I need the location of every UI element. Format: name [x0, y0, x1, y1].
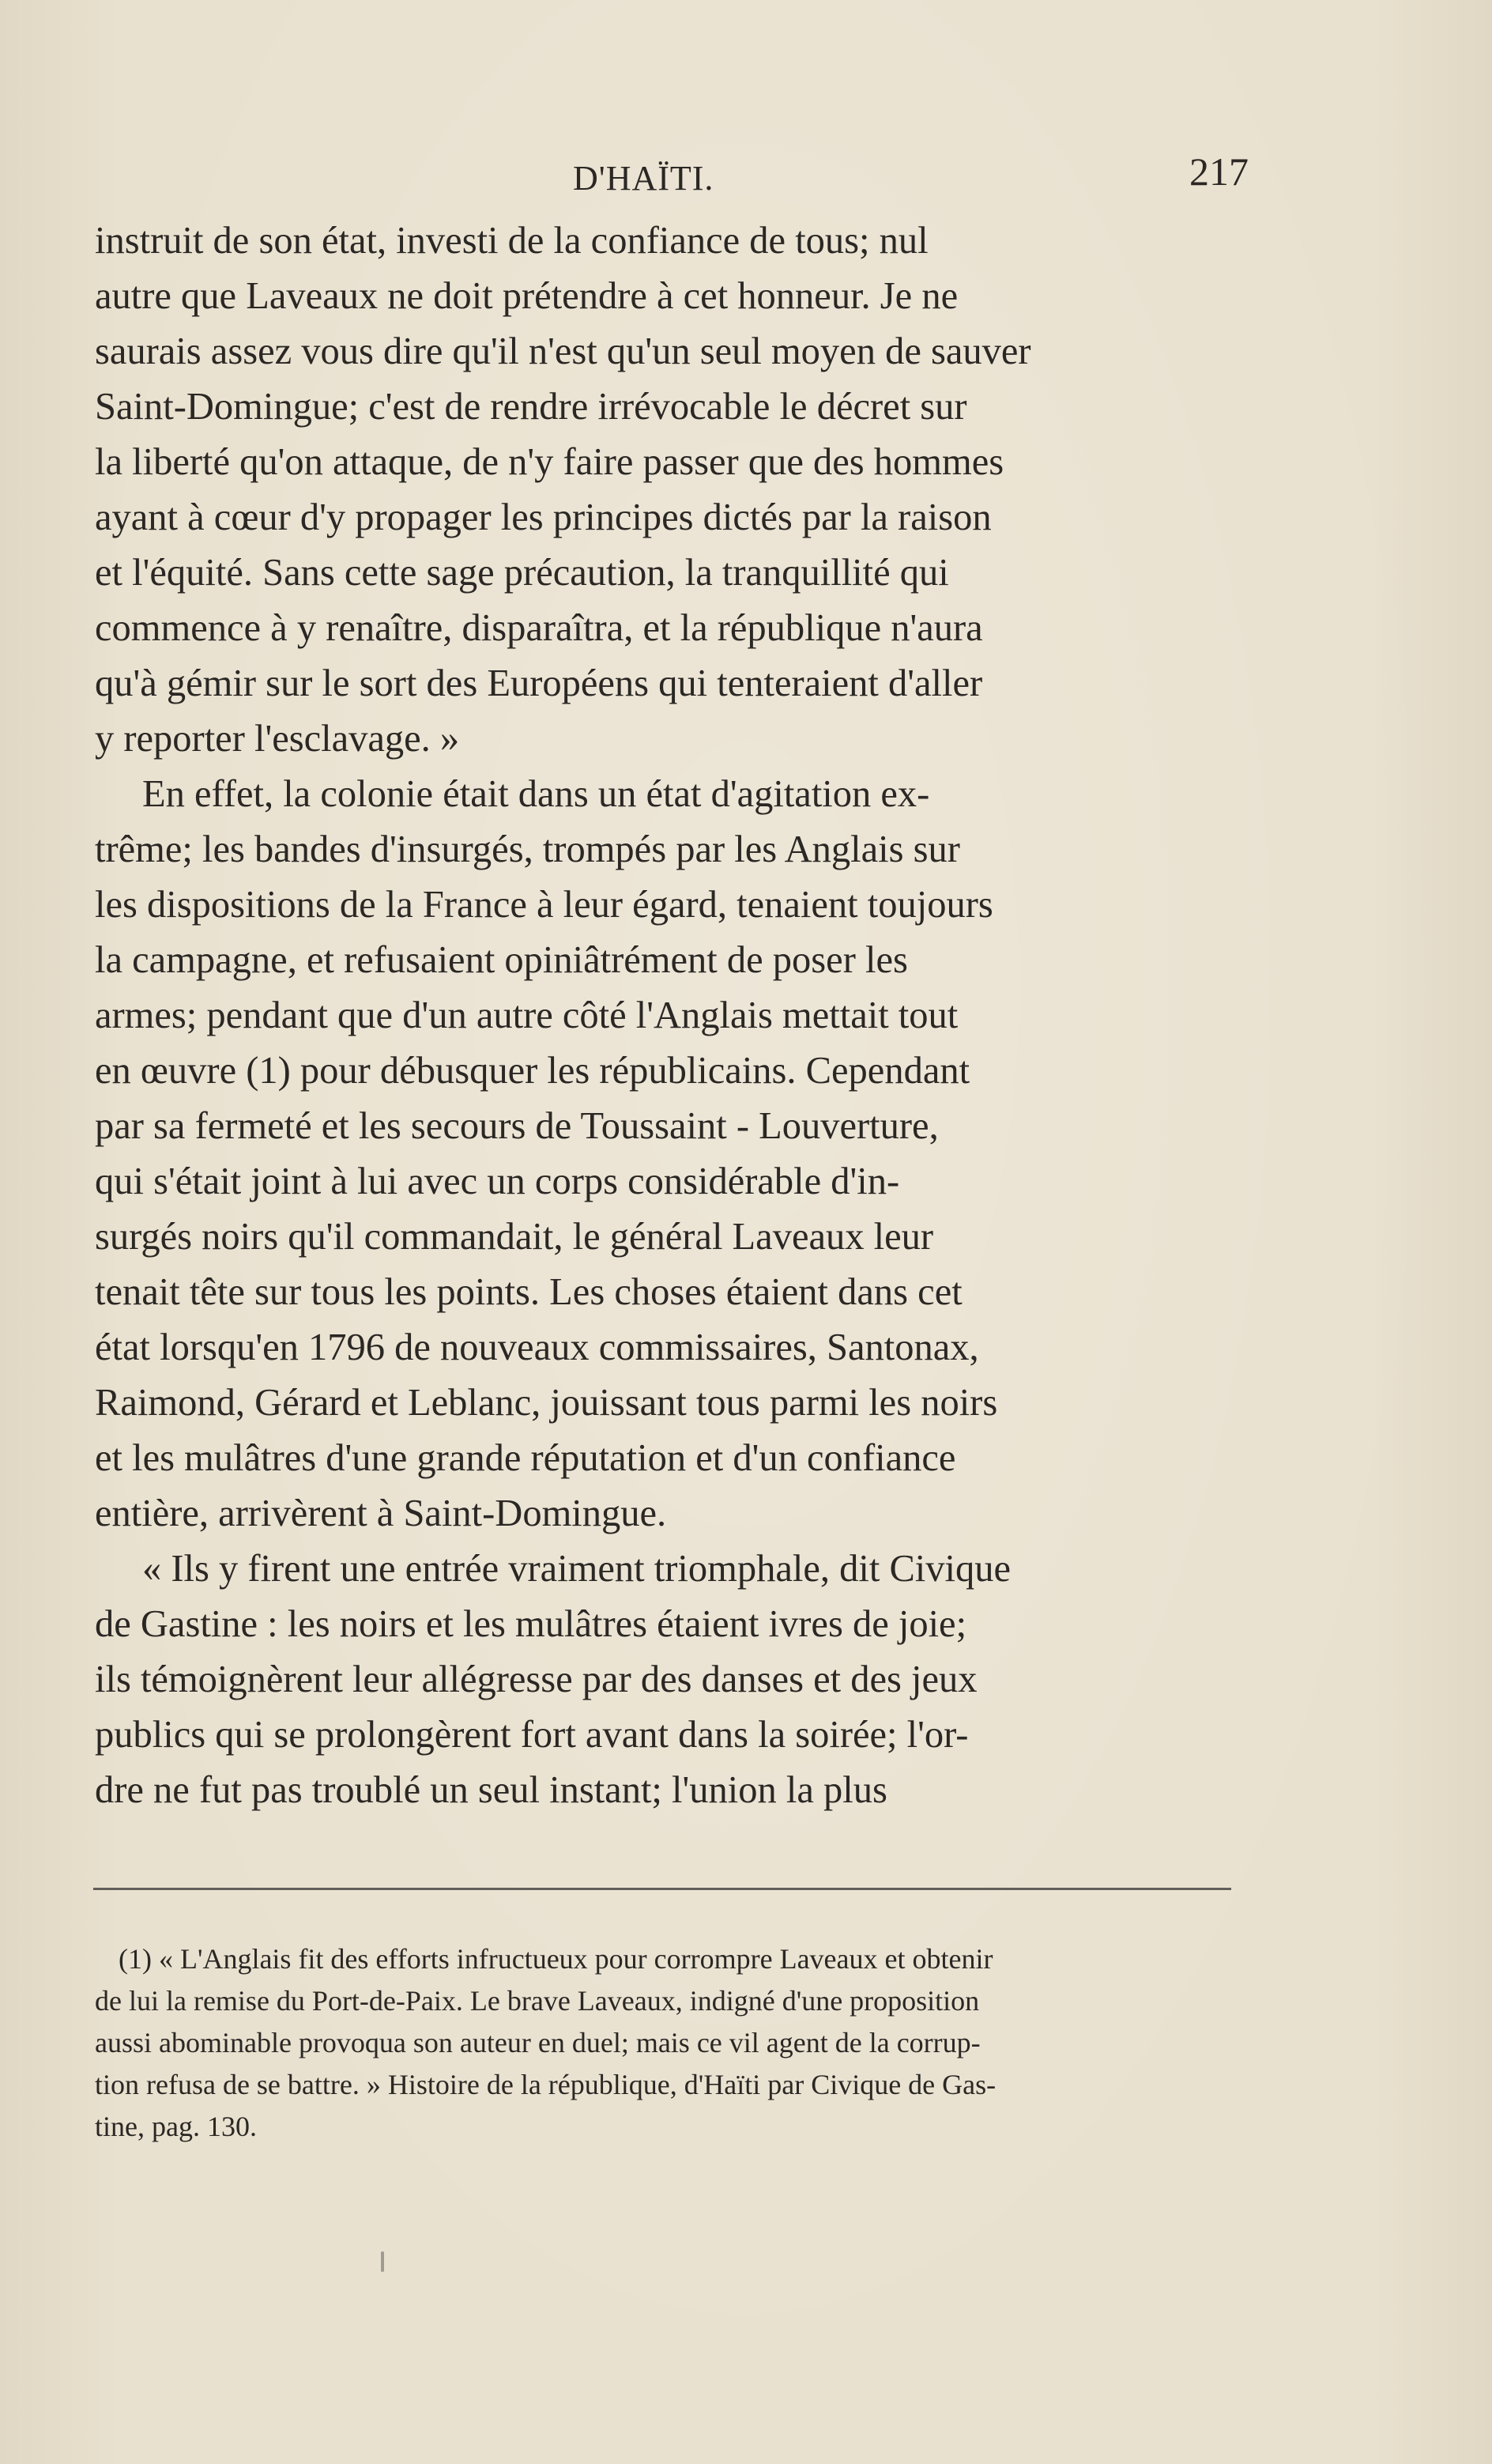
text-line-content: commence à y renaître, disparaîtra, et la république n'aura	[95, 607, 983, 649]
text-line	[95, 877, 1249, 933]
text-line	[95, 1541, 1249, 1597]
text-line-content: entière, arrivèrent à Saint-Domingue.	[95, 1492, 667, 1534]
running-head	[95, 149, 1249, 212]
text-line	[95, 1375, 1249, 1431]
footnote-line	[95, 1980, 1241, 2022]
text-line-content: surgés noirs qu'il commandait, le général Laveaux leur	[95, 1216, 934, 1258]
text-line-content: publics qui se prolongèrent fort avant dans la soirée; l'or-	[95, 1714, 969, 1756]
text-line	[95, 1763, 1249, 1818]
text-line	[95, 213, 1249, 269]
text-line-content: y reporter l'esclavage. »	[95, 718, 460, 760]
text-line	[95, 1431, 1249, 1486]
text-line-content: par sa fermeté et les secours de Toussaint - Louverture,	[95, 1105, 939, 1147]
text-line-content: ils témoignèrent leur allégresse par des danses et des jeux	[95, 1658, 978, 1700]
text-line	[95, 545, 1249, 601]
text-line	[95, 324, 1249, 379]
text-line	[95, 1209, 1249, 1265]
text-line-content: Saint-Domingue; c'est de rendre irrévocable le décret sur	[95, 386, 967, 428]
text-line	[95, 933, 1249, 988]
text-line-content: armes; pendant que d'un autre côté l'Anglais mettait tout	[95, 994, 959, 1036]
text-line	[95, 711, 1249, 767]
main-text	[95, 213, 1249, 1818]
text-line	[95, 1320, 1249, 1375]
text-line-content: qui s'était joint à lui avec un corps considérable d'in-	[95, 1160, 900, 1202]
text-line-content: « Ils y firent une entrée vraiment triomphale, dit Civique	[142, 1548, 1012, 1590]
text-line-content: tenait tête sur tous les points. Les choses étaient dans cet	[95, 1271, 963, 1313]
text-line-content: ayant à cœur d'y propager les principes dictés par la raison	[95, 496, 992, 538]
text-line-content: qu'à gémir sur le sort des Européens qui tenteraient d'aller	[95, 662, 983, 704]
text-line-content: instruit de son état, investi de la confiance de tous; nul	[95, 220, 929, 262]
text-line	[95, 1597, 1249, 1652]
text-line	[95, 822, 1249, 877]
text-line	[95, 988, 1249, 1043]
footnote-line-content: tine, pag. 130.	[95, 2111, 257, 2142]
footnote-line-content: tion refusa de se battre. » Histoire de la république, d'Haïti par Civique de Gas-	[95, 2069, 997, 2100]
footnote-line-content: de lui la remise du Port-de-Paix. Le brave Laveaux, indigné d'une proposition	[95, 1985, 980, 2017]
text-line-content: Raimond, Gérard et Leblanc, jouissant tous parmi les noirs	[95, 1382, 998, 1424]
text-line-content: et les mulâtres d'une grande réputation et d'un confiance	[95, 1437, 956, 1479]
text-line	[95, 379, 1249, 435]
footnote-line	[95, 1938, 1241, 1980]
text-line	[95, 767, 1249, 822]
text-line-content: la liberté qu'on attaque, de n'y faire passer que des hommes	[95, 441, 1004, 483]
text-line	[95, 1652, 1249, 1707]
text-line	[95, 656, 1249, 711]
footnote-line-content: (1) « L'Anglais fit des efforts infructueux pour corrompre Laveaux et obtenir	[119, 1943, 993, 1975]
text-line	[95, 601, 1249, 656]
text-line	[95, 1265, 1249, 1320]
text-line-content: saurais assez vous dire qu'il n'est qu'un seul moyen de sauver	[95, 330, 1031, 372]
text-line-content: et l'équité. Sans cette sage précaution, la tranquillité qui	[95, 552, 949, 594]
text-line-content: en œuvre (1) pour débusquer les républicains. Cependant	[95, 1050, 970, 1092]
text-line-content: autre que Laveaux ne doit prétendre à cet honneur. Je ne	[95, 275, 959, 317]
text-line-content: de Gastine : les noirs et les mulâtres étaient ivres de joie;	[95, 1603, 967, 1645]
running-title: D'HAÏTI.	[573, 159, 714, 198]
text-line-content: En effet, la colonie était dans un état d'agitation ex-	[142, 773, 930, 815]
text-line	[95, 1154, 1249, 1209]
text-line	[95, 490, 1249, 545]
text-line	[95, 1707, 1249, 1763]
page-number: 217	[1189, 149, 1249, 194]
footnote	[95, 1938, 1241, 2148]
text-line-content: trême; les bandes d'insurgés, trompés par les Anglais sur	[95, 828, 960, 870]
text-line-content: dre ne fut pas troublé un seul instant; l'union la plus	[95, 1769, 887, 1811]
footnote-line	[95, 2022, 1241, 2064]
text-line	[95, 269, 1249, 324]
text-line	[95, 1486, 1249, 1541]
text-line-content: la campagne, et refusaient opiniâtrément de poser les	[95, 939, 908, 981]
text-line	[95, 1043, 1249, 1099]
footnote-line	[95, 2106, 1241, 2148]
text-line	[95, 1099, 1249, 1154]
text-line-content: état lorsqu'en 1796 de nouveaux commissaires, Santonax,	[95, 1326, 979, 1368]
footnote-separator-rule	[93, 1888, 1231, 1890]
footnote-line	[95, 2064, 1241, 2106]
footnote-line-content: aussi abominable provoqua son auteur en duel; mais ce vil agent de la corrup-	[95, 2027, 981, 2058]
text-line-content: les dispositions de la France à leur égard, tenaient toujours	[95, 884, 993, 926]
paper-blemish	[381, 2251, 384, 2272]
text-line	[95, 435, 1249, 490]
